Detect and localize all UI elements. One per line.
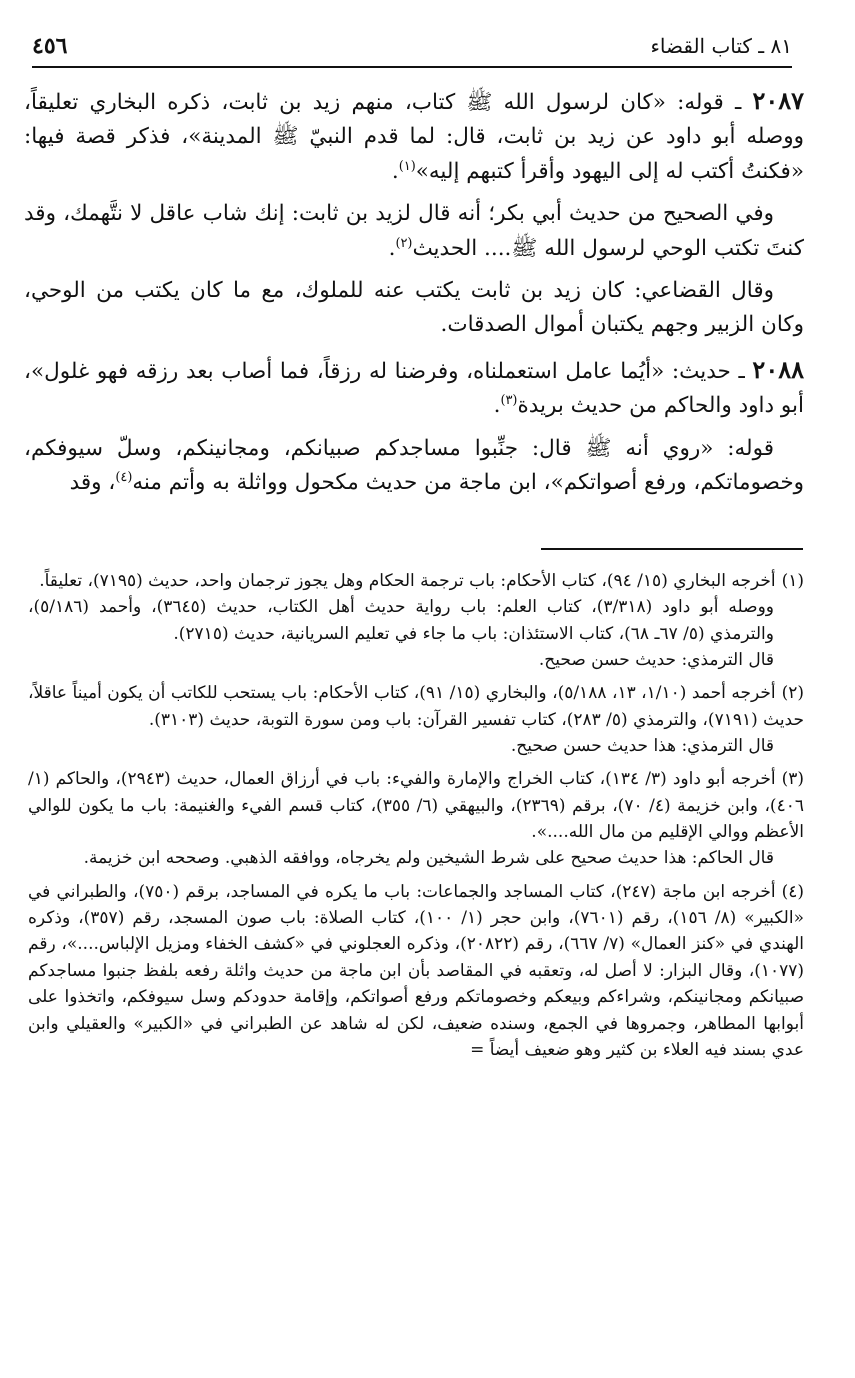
footnote-text: ووصله أبو داود (٣/٣١٨)، كتاب العلم: باب رواية حديث أهل الكتاب، حديث (٣٦٤٥)، وأحمد (٥/١٨٦)، والترمذي (٥/ ٦٧ـ ٦٨)، كتاب الاستئذان: باب ما جاء في تعليم السريانية، حديث (٢٧١٥).	[28, 597, 775, 644]
footnote-text: أخرجه البخاري (١٥/ ٩٤)، كتاب الأحكام: باب ترجمة الحكام وهل يجوز ترجمان واحد، حديث (٧١٩٥)، تعليقاً.	[39, 571, 776, 591]
footnote-4	[28, 879, 804, 1063]
footnote-separator	[541, 548, 803, 550]
paragraph: وفي الصحيح من حديث أبي بكر؛ أنه قال لزيد بن ثابت: إنك شاب عاقل لا نتَّهمك، وقد كنتَ تكتب الوحي لرسول الله ﷺ.... الحديث$^{(٢)}$.	[24, 201, 804, 261]
footnote-text: أخرجه ابن ماجة (٢٤٧)، كتاب المساجد والجماعات: باب ما يكره في المساجد، برقم (٧٥٠)، والطبراني في «الكبير» (٨/ ١٥٦)، رقم (٧٦٠١)، وابن حجر (١/ ١٠٠)، كتاب الصلاة: باب صون المسجد، رقم (٣٥٧)، وذكره الهندي في «كنز العمال» (٧/ ٦٦٧)، رقم (٢٠٨٢٢)، وذكره العجلوني في «كشف الخفاء ومزيل الإلباس....»، رقم (١٠٧٧)، وقال البزار: لا أصل له، وتعقبه في المقاصد بأن ابن ماجة من حديث واثلة رفعه بلفظ جنبوا مساجدكم صبيانكم ومجانينكم، وشراءكم وبيعكم وخصوماتكم ورفع أصواتكم، وإقامة حدودكم وسل سيوفكم، واتخذوا على أبوابها المطاهر، وجمروها في الجمع، وسنده ضعيف، لكن له شاهد عن الطبراني في «الكبير» والعقيلي وابن عدي بسند فيه العلاء بن كثير وهو ضعيف أيضاً =	[28, 881, 804, 1060]
footnotes	[28, 568, 804, 1070]
paragraph-text: وقال القضاعي: كان زيد بن ثابت يكتب عنه للملوك، مع ما كان يكتب من الوحي، وكان الزبير وجهم يكتبان أموال الصدقات.	[24, 277, 804, 338]
footnote-text: قال الحاكم: هذا حديث صحيح على شرط الشيخين ولم يخرجاه، ووافقه الذهبي. وصححه ابن خزيمة.	[83, 848, 774, 869]
footnote-text: قال الترمذي: حديث حسن صحيح.	[538, 650, 774, 671]
footnote-3	[28, 766, 804, 871]
paragraph-text-cont: ، وقد	[69, 469, 116, 495]
page-number: ٤٥٦	[32, 33, 68, 59]
footnote-number: (١)	[781, 571, 804, 591]
footnote-ref: (٢)	[395, 235, 413, 251]
paragraph-text: قوله: «روي أنه ﷺ قال: جنِّبوا مساجدكم صبيانكم، ومجانينكم، وسلّ سيوفكم، وخصوماتكم، ورفع أصواتكم»، ابن ماجة من حديث مكحول وواثلة به وأتم منه	[24, 435, 804, 495]
footnote-1	[28, 568, 804, 673]
hadith-2088: ٢٠٨٨ ـ حديث: «أيُما عامل استعملناه، وفرضنا له رزقاً، فما أصاب بعد رزقه فهو غلول»، أبو داود والحاكم من حديث بريدة$^{(٣)}$.	[24, 354, 804, 419]
hadith-number: ٢٠٨٧	[752, 86, 804, 115]
footnote-number: (٢)	[781, 683, 805, 704]
hadith-text: ـ حديث: «أيُما عامل استعملناه، وفرضنا له رزقاً، فما أصاب بعد رزقه فهو غلول»، أبو داود والحاكم من حديث بريدة	[24, 358, 804, 419]
footnote-text: قال الترمذي: هذا حديث حسن صحيح.	[510, 736, 774, 757]
hadith-2087: ٢٠٨٧ ـ قوله: «كان لرسول الله ﷺ كتاب، منهم زيد بن ثابت، ذكره البخاري تعليقاً، ووصله أبو داود عن زيد بن ثابت، قال: لما قدم النبيّ ﷺ المدينة»، فذكر قصة فيها: «فكنتُ أكتب له إلى اليهود وأقرأ كتبهم إليه»$^{(١)}$.	[24, 86, 804, 184]
footnote-number: (٤)	[781, 881, 804, 902]
paragraph	[24, 274, 804, 343]
footnote-text: أخرجه أبو داود (٣/ ١٣٤)، كتاب الخراج والإمارة والفيء: باب في أرزاق العمال، حديث (٢٩٤٣)، والحاكم (١/ ٤٠٦)، وابن خزيمة (٤/ ٧٠)، برقم (٢٣٦٩)، والبيهقي (٦/ ٣٥٥)، كتاب قسم الفيء والغنيمة: باب ما يكون للوالي الأعظم ووالي الإقليم من مال الله....».	[28, 769, 804, 843]
footnote-ref: (١)	[398, 158, 416, 174]
main-text	[24, 82, 804, 508]
footnote-text: أخرجه أحمد (١/١٠، ١٣، ٥/١٨٨)، والبخاري (١٥/ ٩١)، كتاب الأحكام: باب يستحب للكاتب أن يكون أميناً عاقلاً، حديث (٧١٩١)، والترمذي (٥/ ٢٨٣)، كتاب تفسير القرآن: باب ومن سورة التوبة، حديث (٣١٠٣).	[28, 683, 804, 730]
footnote-number: (٣)	[781, 769, 804, 790]
footnote-2	[28, 680, 804, 759]
paragraph-text: وفي الصحيح من حديث أبي بكر؛ أنه قال لزيد بن ثابت: إنك شاب عاقل لا نتَّهمك، وقد كنتَ تكتب الوحي لرسول الله ﷺ.... الحديث	[24, 201, 804, 261]
chapter-title: ٨١ ـ كتاب القضاء	[650, 34, 792, 58]
footnote-ref: (٤)	[115, 469, 133, 485]
hadith-text: ـ قوله: «كان لرسول الله ﷺ كتاب، منهم زيد بن ثابت، ذكره البخاري تعليقاً، ووصله أبو داود عن زيد بن ثابت، قال: لما قدم النبيّ ﷺ المدينة»، فذكر قصة فيها: «فكنتُ أكتب له إلى اليهود وأقرأ كتبهم إليه»	[24, 90, 804, 184]
footnote-ref: (٣)	[500, 392, 518, 408]
page-header	[32, 26, 792, 68]
hadith-number: ٢٠٨٨	[752, 354, 804, 384]
paragraph	[24, 432, 804, 501]
